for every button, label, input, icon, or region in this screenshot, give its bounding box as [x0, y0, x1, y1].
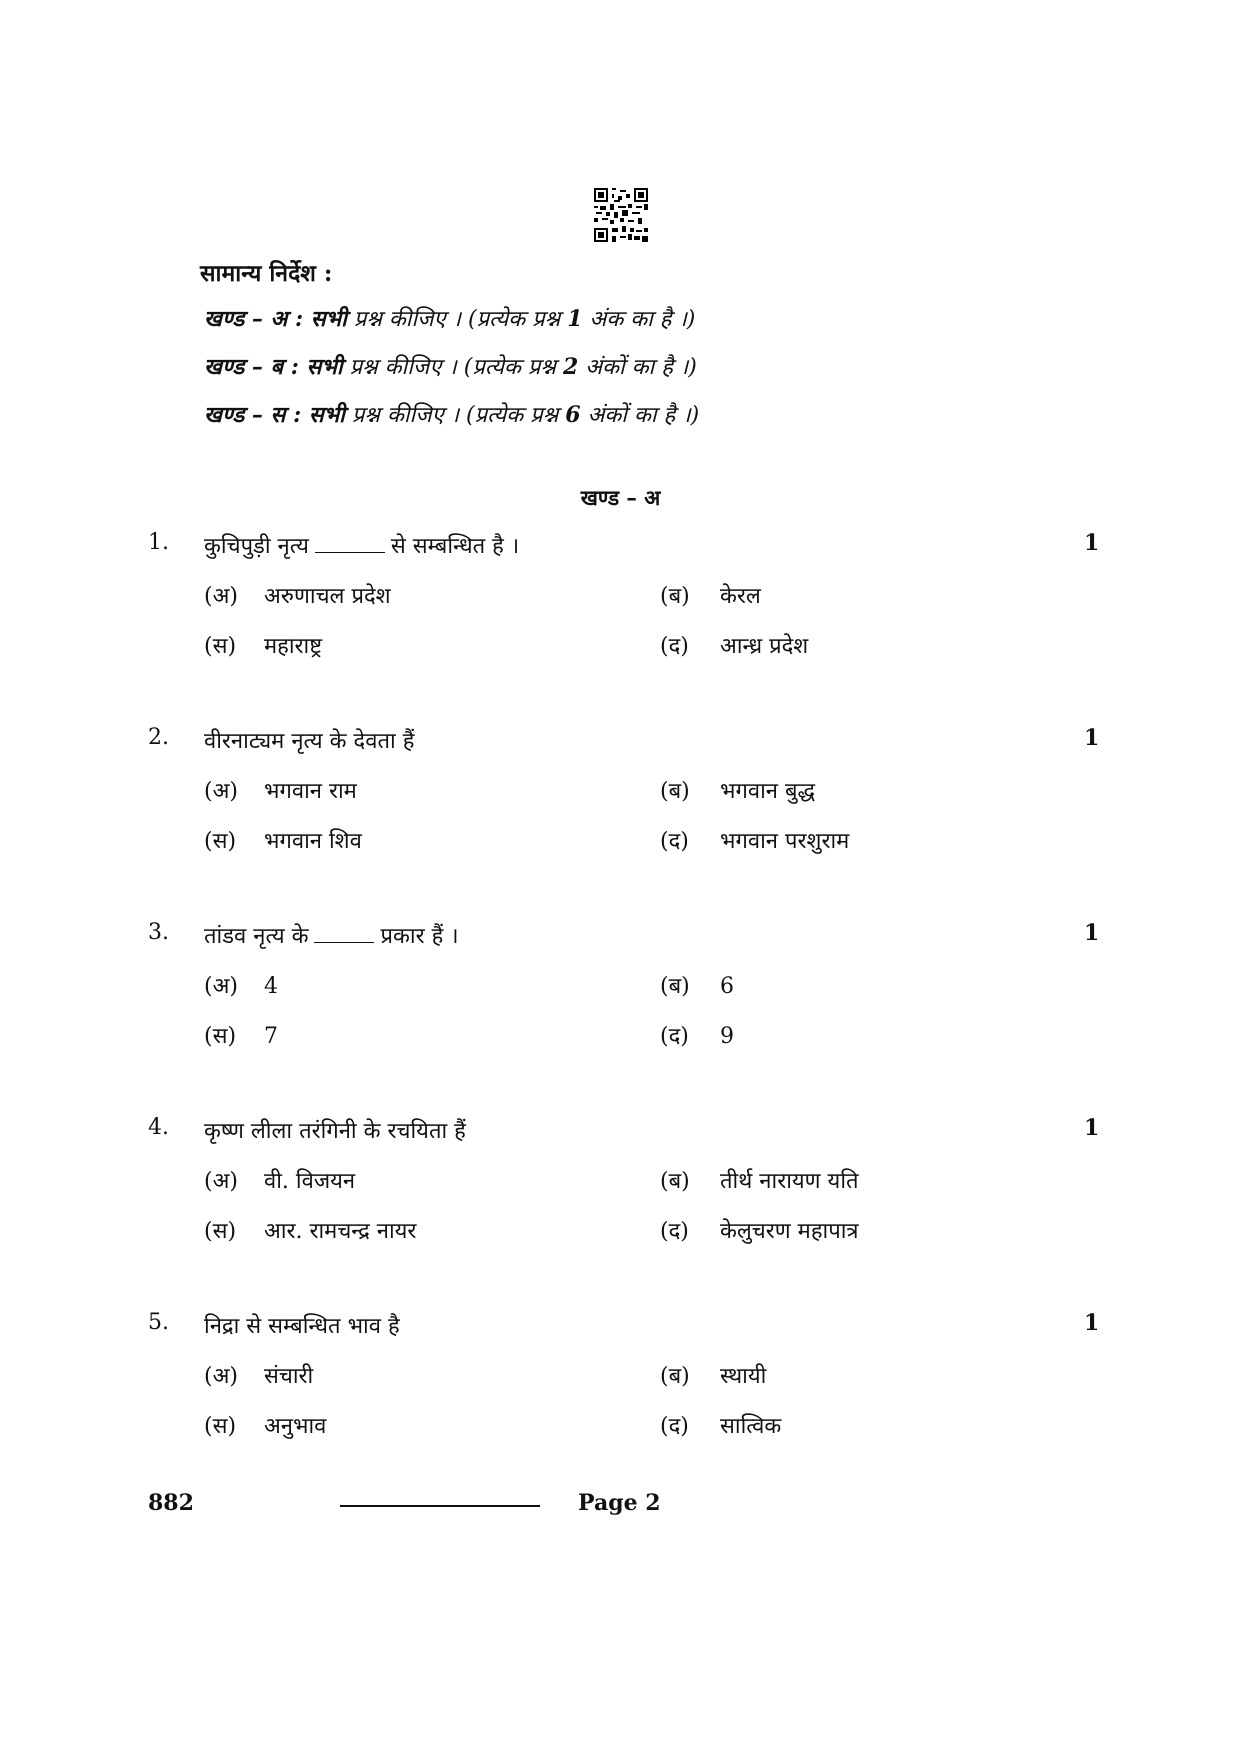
- option-label: (ब): [660, 584, 690, 609]
- instruction-text-end: अंकों का है ।): [580, 403, 700, 428]
- fill-in-blank: [314, 922, 374, 943]
- option-a: [204, 970, 278, 1000]
- option-text: आर. रामचन्द्र नायर: [264, 1219, 417, 1244]
- instruction-section-label: खण्ड – अ : सभी: [204, 306, 347, 332]
- option-label: (द): [660, 1414, 689, 1439]
- option-b: [660, 1165, 859, 1195]
- option-d: [660, 825, 849, 855]
- question-text: [204, 920, 459, 950]
- general-instructions-heading: सामान्य निर्देश :: [200, 260, 333, 287]
- option-text: भगवान शिव: [264, 829, 362, 854]
- option-text: केलुचरण महापात्र: [720, 1219, 859, 1244]
- instruction-marks: 2: [562, 354, 579, 380]
- option-a: [204, 1360, 313, 1390]
- option-text: वी. विजयन: [264, 1169, 356, 1194]
- option-text: तीर्थ नारायण यति: [720, 1169, 859, 1194]
- page-number: Page 2: [578, 1490, 661, 1516]
- option-label: (स): [204, 829, 237, 854]
- option-label: (द): [660, 1024, 689, 1049]
- question-number: 1.: [148, 530, 169, 555]
- question-number: 5.: [148, 1310, 169, 1335]
- option-label: (ब): [660, 974, 690, 999]
- option-text: 4: [264, 974, 278, 999]
- instruction-text: प्रश्न कीजिए । (प्रत्येक प्रश्न: [342, 355, 563, 380]
- question-3: [0, 920, 1241, 1100]
- fill-in-blank: [315, 532, 385, 553]
- question-text-end: से सम्बन्धित है ।: [390, 534, 520, 559]
- option-d: [660, 630, 808, 660]
- instruction-text: प्रश्न कीजिए । (प्रत्येक प्रश्न: [344, 403, 566, 428]
- question-marks: 1: [1084, 725, 1100, 751]
- option-label: (स): [204, 1024, 237, 1049]
- instruction-section-label: खण्ड – स : सभी: [204, 402, 345, 428]
- option-c: [204, 825, 362, 855]
- option-text: अरुणाचल प्रदेश: [264, 584, 391, 609]
- option-text: 9: [720, 1024, 734, 1049]
- paper-code: 882: [148, 1490, 194, 1516]
- question-marks: 1: [1084, 1310, 1100, 1336]
- question-text: निद्रा से सम्बन्धित भाव है: [204, 1314, 400, 1339]
- option-label: (स): [204, 1219, 237, 1244]
- option-text: संचारी: [264, 1364, 314, 1389]
- option-d: [660, 1215, 859, 1245]
- option-a: [204, 580, 391, 610]
- section-title: खण्ड – अ: [580, 485, 661, 510]
- option-text: भगवान परशुराम: [720, 829, 850, 854]
- instruction-text-end: अंकों का है ।): [578, 355, 697, 380]
- question-text: [204, 530, 519, 560]
- question-2: [0, 725, 1241, 905]
- instruction-marks: 6: [565, 402, 581, 428]
- option-label: (स): [204, 1414, 237, 1439]
- question-4: [0, 1115, 1241, 1295]
- footer-divider: [340, 1505, 540, 1507]
- instruction-line-section-a: [204, 303, 695, 333]
- question-5: [0, 1310, 1241, 1490]
- instruction-line-section-c: [204, 399, 699, 429]
- option-text: केरल: [720, 584, 761, 609]
- instruction-section-label: खण्ड – ब : सभी: [204, 354, 343, 380]
- option-c: [204, 1020, 278, 1050]
- option-a: [204, 775, 357, 805]
- question-marks: 1: [1084, 920, 1100, 946]
- question-text-start: कुचिपुड़ी नृत्य: [204, 534, 309, 559]
- option-c: [204, 1215, 416, 1245]
- option-label: (ब): [660, 779, 690, 804]
- option-label: (द): [660, 634, 689, 659]
- option-b: [660, 1360, 766, 1390]
- option-text: आन्ध्र प्रदेश: [720, 634, 809, 659]
- option-label: (अ): [204, 974, 238, 999]
- option-text: स्थायी: [720, 1364, 767, 1389]
- option-label: (द): [660, 1219, 689, 1244]
- question-1: [0, 530, 1241, 710]
- option-a: [204, 1165, 355, 1195]
- option-c: [204, 1410, 326, 1440]
- instruction-text-end: अंक का है ।): [582, 307, 696, 332]
- option-text: भगवान राम: [264, 779, 357, 804]
- question-number: 3.: [148, 920, 169, 945]
- option-label: (अ): [204, 1169, 238, 1194]
- question-marks: 1: [1084, 530, 1100, 556]
- option-label: (द): [660, 829, 689, 854]
- question-text: कृष्ण लीला तरंगिनी के रचयिता हैं: [204, 1119, 466, 1144]
- question-text: वीरनाट्यम नृत्य के देवता हैं: [204, 729, 415, 754]
- option-b: [660, 580, 761, 610]
- option-label: (अ): [204, 584, 238, 609]
- option-text: भगवान बुद्ध: [720, 779, 816, 804]
- question-text-start: तांडव नृत्य के: [204, 924, 309, 949]
- option-text: 7: [264, 1024, 278, 1049]
- option-b: [660, 970, 734, 1000]
- question-number: 4.: [148, 1115, 169, 1140]
- question-number: 2.: [148, 725, 169, 750]
- option-text: सात्विक: [720, 1414, 782, 1439]
- option-label: (अ): [204, 779, 238, 804]
- instruction-line-section-b: [204, 351, 697, 381]
- option-text: 6: [720, 974, 734, 999]
- question-marks: 1: [1084, 1115, 1100, 1141]
- qr-code-icon: [594, 188, 648, 242]
- option-label: (अ): [204, 1364, 238, 1389]
- option-label: (ब): [660, 1364, 690, 1389]
- instruction-text: प्रश्न कीजिए । (प्रत्येक प्रश्न: [346, 307, 568, 332]
- option-label: (ब): [660, 1169, 690, 1194]
- instruction-marks: 1: [567, 306, 583, 332]
- option-c: [204, 630, 322, 660]
- option-text: महाराष्ट्र: [264, 634, 323, 659]
- option-text: अनुभाव: [264, 1414, 327, 1439]
- question-text-end: प्रकार हैं ।: [380, 924, 459, 949]
- option-b: [660, 775, 815, 805]
- option-d: [660, 1020, 734, 1050]
- option-label: (स): [204, 634, 237, 659]
- option-d: [660, 1410, 781, 1440]
